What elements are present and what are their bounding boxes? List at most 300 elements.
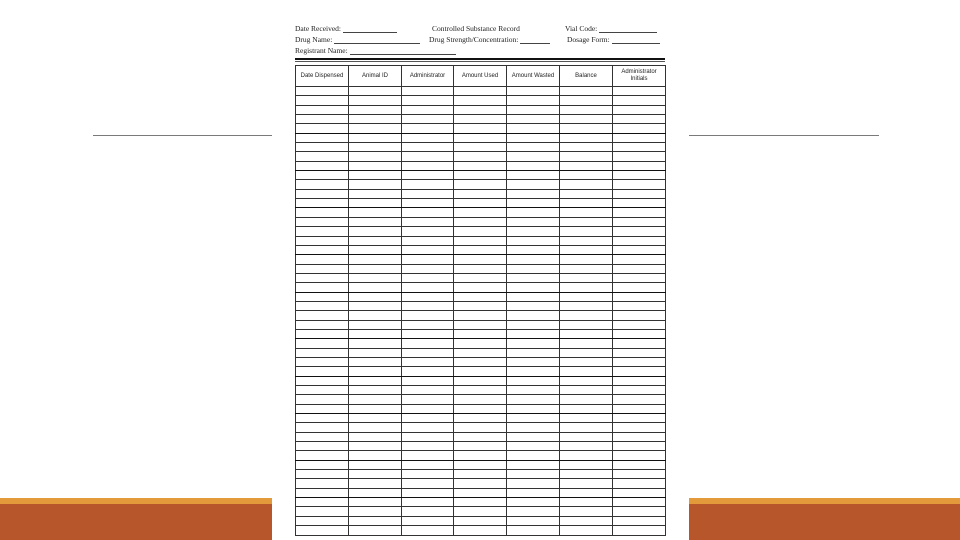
table-row	[296, 217, 666, 226]
table-cell	[454, 292, 507, 301]
table-cell	[507, 171, 560, 180]
table-row	[296, 432, 666, 441]
table-cell	[349, 152, 402, 161]
table-cell	[349, 245, 402, 254]
table-cell	[402, 479, 454, 488]
table-cell	[560, 96, 613, 105]
table-cell	[349, 208, 402, 217]
table-cell	[454, 217, 507, 226]
table-cell	[454, 376, 507, 385]
table-cell	[507, 404, 560, 413]
table-cell	[454, 152, 507, 161]
table-row	[296, 301, 666, 310]
table-cell	[507, 217, 560, 226]
table-row	[296, 152, 666, 161]
table-cell	[296, 264, 349, 273]
table-row	[296, 115, 666, 124]
table-row	[296, 367, 666, 376]
table-cell	[349, 488, 402, 497]
table-cell	[349, 105, 402, 114]
table-cell	[613, 367, 666, 376]
drug-strength-blank	[520, 35, 550, 44]
table-cell	[454, 498, 507, 507]
table-cell	[560, 124, 613, 133]
table-cell	[402, 87, 454, 96]
table-cell	[296, 96, 349, 105]
table-cell	[349, 516, 402, 525]
table-cell	[613, 199, 666, 208]
table-cell	[402, 143, 454, 152]
table-cell	[454, 414, 507, 423]
table-cell	[613, 236, 666, 245]
table-cell	[349, 227, 402, 236]
table-row	[296, 470, 666, 479]
table-cell	[296, 329, 349, 338]
table-cell	[560, 357, 613, 366]
table-cell	[296, 460, 349, 469]
table-cell	[507, 143, 560, 152]
table-row	[296, 414, 666, 423]
table-cell	[560, 488, 613, 497]
controlled-substance-form-image	[272, 0, 689, 540]
table-cell	[560, 339, 613, 348]
table-cell	[296, 301, 349, 310]
table-cell	[349, 339, 402, 348]
table-cell	[454, 87, 507, 96]
table-cell	[296, 189, 349, 198]
table-cell	[507, 348, 560, 357]
table-cell	[454, 227, 507, 236]
header-row-2	[295, 35, 665, 46]
table-cell	[296, 507, 349, 516]
table-row	[296, 526, 666, 535]
decorative-rule-left	[93, 135, 272, 136]
table-cell	[613, 329, 666, 338]
table-row	[296, 339, 666, 348]
table-cell	[507, 208, 560, 217]
table-cell	[613, 161, 666, 170]
table-cell	[613, 348, 666, 357]
table-cell	[402, 273, 454, 282]
table-cell	[349, 442, 402, 451]
table-cell	[613, 217, 666, 226]
table-cell	[454, 460, 507, 469]
table-cell	[560, 143, 613, 152]
table-row	[296, 87, 666, 96]
table-cell	[507, 236, 560, 245]
table-row	[296, 96, 666, 105]
table-cell	[349, 255, 402, 264]
table-cell	[560, 199, 613, 208]
table-cell	[454, 96, 507, 105]
table-cell	[560, 311, 613, 320]
table-cell	[402, 161, 454, 170]
table-cell	[613, 245, 666, 254]
table-cell	[349, 180, 402, 189]
footer-bar-right	[689, 498, 960, 540]
table-cell	[613, 339, 666, 348]
table-cell	[454, 357, 507, 366]
table-cell	[613, 283, 666, 292]
table-cell	[402, 395, 454, 404]
table-cell	[454, 133, 507, 142]
table-cell	[560, 348, 613, 357]
table-cell	[349, 301, 402, 310]
table-cell	[507, 87, 560, 96]
table-cell	[560, 283, 613, 292]
table-cell	[507, 470, 560, 479]
table-cell	[296, 479, 349, 488]
column-header: Balance	[560, 66, 613, 87]
table-cell	[507, 442, 560, 451]
table-row	[296, 255, 666, 264]
table-cell	[454, 367, 507, 376]
table-cell	[613, 479, 666, 488]
table-row	[296, 479, 666, 488]
table-cell	[349, 199, 402, 208]
table-cell	[613, 423, 666, 432]
table-row	[296, 507, 666, 516]
table-cell	[349, 311, 402, 320]
table-cell	[454, 404, 507, 413]
table-cell	[507, 180, 560, 189]
table-cell	[454, 442, 507, 451]
table-cell	[349, 526, 402, 535]
table-cell	[349, 236, 402, 245]
table-cell	[507, 199, 560, 208]
table-cell	[349, 414, 402, 423]
table-cell	[613, 208, 666, 217]
table-row	[296, 133, 666, 142]
table-row	[296, 283, 666, 292]
table-cell	[507, 273, 560, 282]
table-cell	[507, 105, 560, 114]
table-cell	[560, 414, 613, 423]
table-cell	[296, 143, 349, 152]
table-cell	[402, 320, 454, 329]
column-header: Amount Wasted	[507, 66, 560, 87]
table-cell	[454, 255, 507, 264]
table-cell	[296, 227, 349, 236]
table-row	[296, 208, 666, 217]
table-cell	[560, 460, 613, 469]
table-cell	[560, 245, 613, 254]
table-cell	[402, 227, 454, 236]
table-cell	[349, 376, 402, 385]
table-cell	[402, 423, 454, 432]
table-cell	[402, 124, 454, 133]
table-row	[296, 404, 666, 413]
table-cell	[613, 414, 666, 423]
table-cell	[296, 470, 349, 479]
table-row	[296, 311, 666, 320]
table-cell	[296, 488, 349, 497]
table-cell	[454, 339, 507, 348]
table-cell	[507, 414, 560, 423]
table-cell	[560, 479, 613, 488]
table-cell	[296, 105, 349, 114]
header-row-1	[295, 24, 665, 35]
table-cell	[454, 283, 507, 292]
column-header: Animal ID	[349, 66, 402, 87]
table-row	[296, 516, 666, 525]
table-cell	[402, 498, 454, 507]
table-cell	[560, 115, 613, 124]
table-cell	[296, 208, 349, 217]
table-row	[296, 105, 666, 114]
table-cell	[560, 320, 613, 329]
table-cell	[349, 423, 402, 432]
column-header: Administrator	[402, 66, 454, 87]
footer-bar-left	[0, 498, 272, 540]
table-cell	[402, 376, 454, 385]
table-cell	[560, 395, 613, 404]
table-cell	[349, 320, 402, 329]
table-cell	[454, 115, 507, 124]
table-cell	[454, 329, 507, 338]
table-cell	[402, 516, 454, 525]
table-cell	[560, 451, 613, 460]
table-cell	[507, 96, 560, 105]
table-cell	[454, 208, 507, 217]
table-cell	[402, 348, 454, 357]
table-row	[296, 292, 666, 301]
table-cell	[507, 516, 560, 525]
table-cell	[613, 395, 666, 404]
table-cell	[402, 404, 454, 413]
table-cell	[402, 526, 454, 535]
table-cell	[402, 208, 454, 217]
table-row	[296, 348, 666, 357]
table-cell	[402, 264, 454, 273]
table-cell	[613, 320, 666, 329]
table-cell	[507, 339, 560, 348]
table-cell	[507, 189, 560, 198]
table-cell	[613, 255, 666, 264]
table-cell	[507, 507, 560, 516]
table-cell	[296, 161, 349, 170]
table-cell	[560, 180, 613, 189]
table-cell	[560, 516, 613, 525]
table-cell	[402, 460, 454, 469]
table-cell	[454, 236, 507, 245]
table-cell	[560, 498, 613, 507]
table-cell	[349, 329, 402, 338]
table-cell	[296, 283, 349, 292]
table-cell	[349, 161, 402, 170]
table-cell	[507, 451, 560, 460]
table-cell	[349, 124, 402, 133]
table-row	[296, 236, 666, 245]
table-cell	[402, 367, 454, 376]
table-cell	[560, 301, 613, 310]
table-cell	[402, 507, 454, 516]
table-cell	[560, 432, 613, 441]
table-cell	[402, 451, 454, 460]
table-cell	[349, 133, 402, 142]
table-cell	[613, 470, 666, 479]
table-cell	[402, 357, 454, 366]
table-cell	[296, 199, 349, 208]
table-cell	[560, 404, 613, 413]
table-cell	[402, 180, 454, 189]
table-cell	[296, 124, 349, 133]
table-cell	[560, 442, 613, 451]
table-cell	[560, 133, 613, 142]
table-cell	[454, 143, 507, 152]
vial-code-label: Vial Code:	[565, 24, 598, 33]
table-cell	[454, 507, 507, 516]
table-cell	[613, 292, 666, 301]
table-cell	[349, 357, 402, 366]
table-cell	[507, 255, 560, 264]
table-cell	[454, 526, 507, 535]
table-row	[296, 143, 666, 152]
table-cell	[613, 386, 666, 395]
table-cell	[402, 96, 454, 105]
table-cell	[613, 105, 666, 114]
table-cell	[560, 292, 613, 301]
table-cell	[349, 264, 402, 273]
date-received-blank	[343, 24, 397, 33]
table-cell	[507, 320, 560, 329]
table-cell	[402, 470, 454, 479]
table-row	[296, 273, 666, 282]
table-cell	[296, 236, 349, 245]
table-cell	[296, 395, 349, 404]
table-cell	[349, 115, 402, 124]
table-cell	[349, 217, 402, 226]
table-cell	[613, 357, 666, 366]
table-cell	[507, 432, 560, 441]
table-row	[296, 245, 666, 254]
table-cell	[507, 376, 560, 385]
table-cell	[296, 339, 349, 348]
table-cell	[507, 245, 560, 254]
table-cell	[402, 236, 454, 245]
table-cell	[296, 320, 349, 329]
column-header: Amount Used	[454, 66, 507, 87]
table-cell	[507, 395, 560, 404]
table-cell	[296, 171, 349, 180]
table-cell	[454, 320, 507, 329]
table-cell	[402, 171, 454, 180]
table-cell	[560, 386, 613, 395]
table-cell	[613, 124, 666, 133]
table-cell	[349, 273, 402, 282]
table-cell	[454, 386, 507, 395]
dosage-form-blank	[612, 35, 660, 44]
table-cell	[454, 171, 507, 180]
table-cell	[507, 283, 560, 292]
table-cell	[560, 255, 613, 264]
table-cell	[402, 339, 454, 348]
table-cell	[349, 460, 402, 469]
table-row	[296, 488, 666, 497]
table-row	[296, 189, 666, 198]
table-cell	[507, 386, 560, 395]
table-cell	[613, 133, 666, 142]
dosage-form-field	[567, 35, 660, 44]
table-cell	[402, 189, 454, 198]
table-cell	[296, 217, 349, 226]
table-cell	[402, 442, 454, 451]
header-row-3	[295, 46, 665, 57]
table-cell	[296, 311, 349, 320]
table-cell	[560, 87, 613, 96]
table-cell	[560, 227, 613, 236]
table-cell	[296, 526, 349, 535]
table-cell	[454, 516, 507, 525]
table-row	[296, 227, 666, 236]
table-cell	[402, 414, 454, 423]
date-received-field	[295, 24, 397, 33]
table-cell	[402, 432, 454, 441]
table-cell	[560, 264, 613, 273]
table-cell	[296, 423, 349, 432]
table-cell	[613, 152, 666, 161]
table-cell	[613, 171, 666, 180]
vial-code-field	[565, 24, 657, 33]
table-cell	[454, 264, 507, 273]
table-row	[296, 161, 666, 170]
table-cell	[507, 488, 560, 497]
table-cell	[613, 311, 666, 320]
table-cell	[613, 460, 666, 469]
table-cell	[454, 189, 507, 198]
table-cell	[454, 432, 507, 441]
table-cell	[613, 432, 666, 441]
table-cell	[507, 329, 560, 338]
table-cell	[454, 199, 507, 208]
table-cell	[402, 245, 454, 254]
table-cell	[402, 311, 454, 320]
date-received-label: Date Received:	[295, 24, 342, 33]
table-cell	[296, 516, 349, 525]
table-cell	[296, 348, 349, 357]
table-cell	[296, 245, 349, 254]
table-cell	[507, 479, 560, 488]
decorative-rule-right	[689, 135, 879, 136]
table-cell	[296, 273, 349, 282]
drug-strength-field	[429, 35, 550, 44]
table-cell	[560, 376, 613, 385]
table-cell	[296, 180, 349, 189]
registrant-name-label: Registrant Name:	[295, 46, 348, 55]
table-cell	[296, 87, 349, 96]
table-cell	[349, 498, 402, 507]
table-cell	[454, 245, 507, 254]
table-cell	[454, 348, 507, 357]
table-cell	[507, 115, 560, 124]
table-cell	[454, 161, 507, 170]
table-cell	[560, 105, 613, 114]
table-cell	[507, 152, 560, 161]
table-cell	[296, 133, 349, 142]
table-header-row	[296, 66, 666, 87]
table-cell	[507, 133, 560, 142]
drug-name-blank	[334, 35, 420, 44]
table-cell	[349, 171, 402, 180]
table-cell	[296, 404, 349, 413]
footer-bar-right-main	[689, 504, 960, 540]
table-row	[296, 498, 666, 507]
table-cell	[296, 451, 349, 460]
table-cell	[613, 96, 666, 105]
table-cell	[560, 236, 613, 245]
table-cell	[454, 479, 507, 488]
table-cell	[613, 115, 666, 124]
